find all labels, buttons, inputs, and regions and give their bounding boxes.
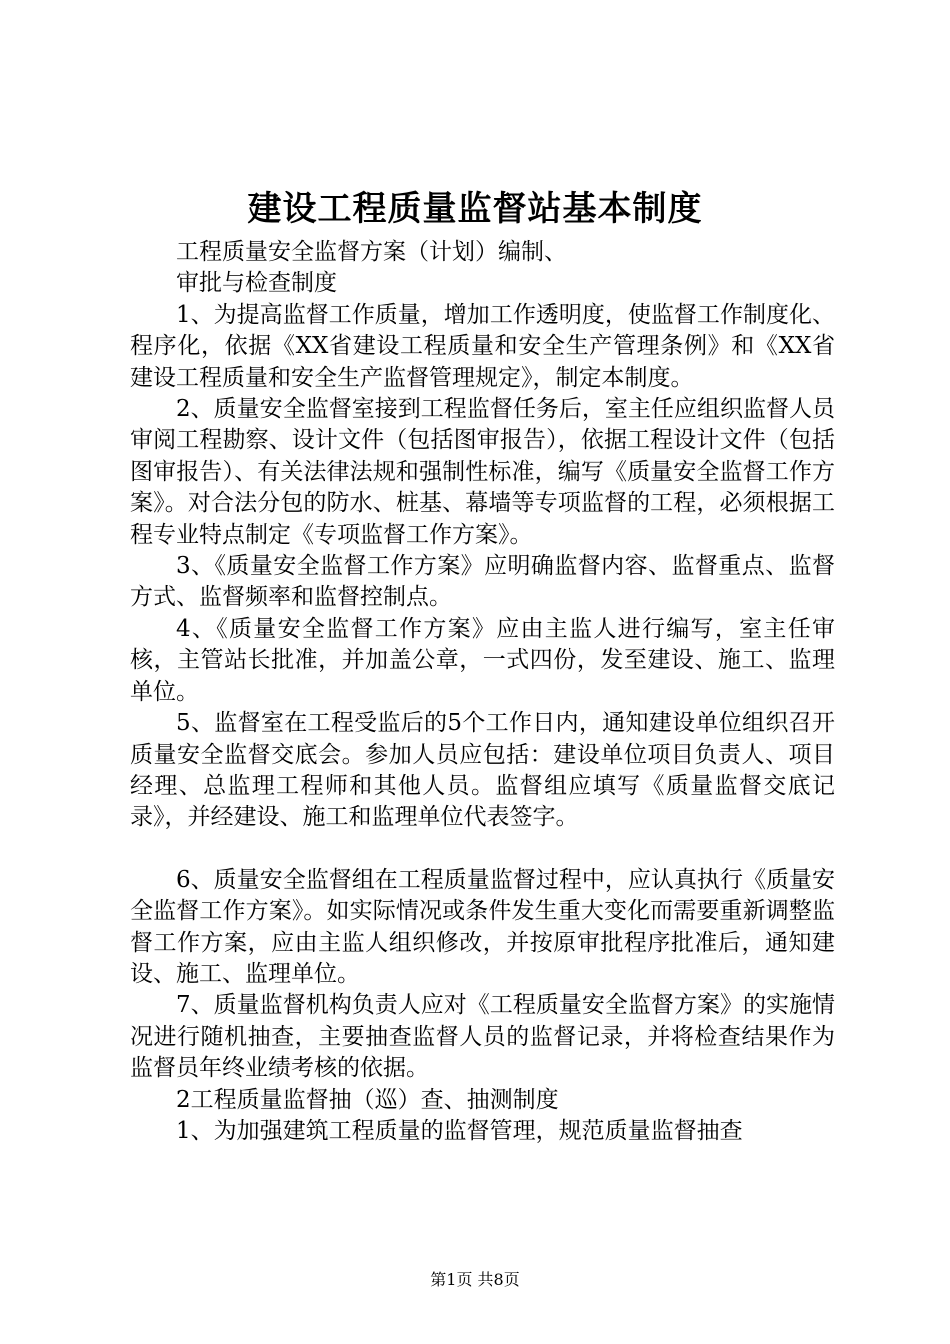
paragraph: 3、《质量安全监督工作方案》应明确监督内容、监督重点、监督方式、监督频率和监督控制点。 [130, 553, 835, 611]
paragraph: 6、质量安全监督组在工程质量监督过程中，应认真执行《质量安全监督工作方案》。如实际情况或条件发生重大变化而需要重新调整监督工作方案，应由主监人组织修改，并按原审批程序批准后，通知建设、施工、监理单位。 [130, 866, 835, 987]
document-title: 建设工程质量监督站基本制度 [247, 189, 703, 229]
paragraph: 5、监督室在工程受监后的5个工作日内，通知建设单位组织召开质量安全监督交底会。参加人员应包括：建设单位项目负责人、项目经理、总监理工程师和其他人员。监督组应填写《质量监督交底记录》，并经建设、施工和监理单位代表签字。 [130, 710, 835, 831]
section-heading: 2工程质量监督抽（巡）查、抽测制度 [176, 1086, 559, 1113]
paragraph: 审批与检查制度 [176, 270, 337, 297]
paragraph: 1、为加强建筑工程质量的监督管理，规范质量监督抽查 [176, 1117, 743, 1144]
page-number-footer: 第1页 共8页 [430, 1270, 520, 1289]
paragraph: 4、《质量安全监督工作方案》应由主监人进行编写，室主任审核，主管站长批准，并加盖公章，一式四份，发至建设、施工、监理单位。 [130, 615, 835, 705]
paragraph: 7、质量监督机构负责人应对《工程质量安全监督方案》的实施情况进行随机抽查，主要抽查监督人员的监督记录，并将检查结果作为监督员年终业绩考核的依据。 [130, 992, 835, 1082]
paragraph: 2、质量安全监督室接到工程监督任务后，室主任应组织监督人员审阅工程勘察、设计文件（包括图审报告），依据工程设计文件（包括图审报告）、有关法律法规和强制性标准，编写《质量安全监督工作方案》。对合法分包的防水、桩基、幕墙等专项监督的工程，必须根据工程专业特点制定《专项监督工作方案》。 [130, 396, 835, 548]
document-body [130, 237, 835, 1147]
paragraph: 1、为提高监督工作质量，增加工作透明度，使监督工作制度化、程序化，依据《XX省建设工程质量和安全生产管理条例》和《XX省建设工程质量和安全生产监督管理规定》，制定本制度。 [130, 301, 835, 391]
paragraph: 工程质量安全监督方案（计划）编制、 [176, 239, 567, 265]
